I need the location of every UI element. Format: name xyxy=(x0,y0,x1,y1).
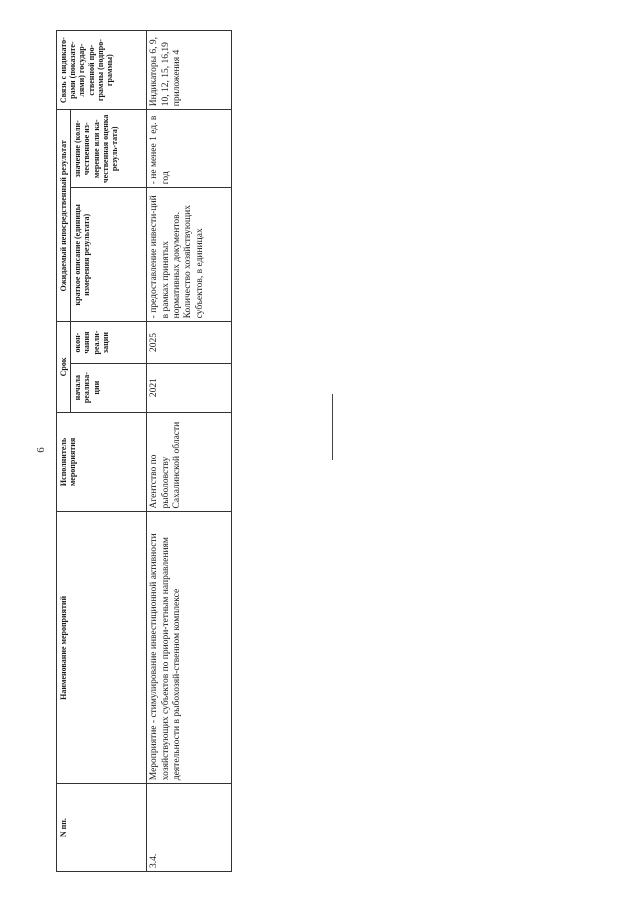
header-link: Связь с индикато-рами (показате-лями) государ-ственной про-граммы (подпро-граммы) xyxy=(57,31,147,110)
row-start: 2021 xyxy=(147,363,232,412)
measures-table xyxy=(56,30,232,872)
row-value: - не менее 1 ед. в год xyxy=(147,110,232,188)
rotated-table-container xyxy=(56,30,232,872)
header-n: N пп. xyxy=(57,784,147,872)
row-desc: - предоставление инвести-ций в рамках принятых нормативных документов. Количество хозяйствующих субъектов, в единицах xyxy=(147,188,232,322)
row-name: Мероприятие - стимулирование инвестиционной активности хозяйствующих субъектов по приори-тетным направлениям деятельности в рыбохозяй-ственном комплексе xyxy=(147,512,232,784)
row-executor: Агентство по рыболовству Сахалинской области xyxy=(147,412,232,512)
header-expected-value: значение (коли-чественное из-мерение или ка-чественная оценка резуль-тата) xyxy=(71,110,147,188)
header-term-end: окон-чания реали-зации xyxy=(71,322,147,363)
row-number: 3.4. xyxy=(147,784,232,872)
row-end: 2025 xyxy=(147,322,232,363)
header-expected: Ожидаемый непосредственный результат xyxy=(57,110,71,322)
page-number: 6 xyxy=(34,447,47,453)
row-link: Индикаторы 6, 9, 10, 12, 15, 16,19 приложения 4 xyxy=(147,31,232,110)
header-expected-desc: краткое описание (единицы измерения результата) xyxy=(71,188,147,322)
table-row xyxy=(147,31,232,872)
header-executor: Исполнитель мероприятия xyxy=(57,412,147,512)
header-row-1 xyxy=(57,31,71,872)
separator-line xyxy=(332,394,333,460)
header-term-start: начала реализа-ции xyxy=(71,363,147,412)
header-term: Срок xyxy=(57,322,71,412)
header-name: Наименование мероприятий xyxy=(57,512,147,784)
